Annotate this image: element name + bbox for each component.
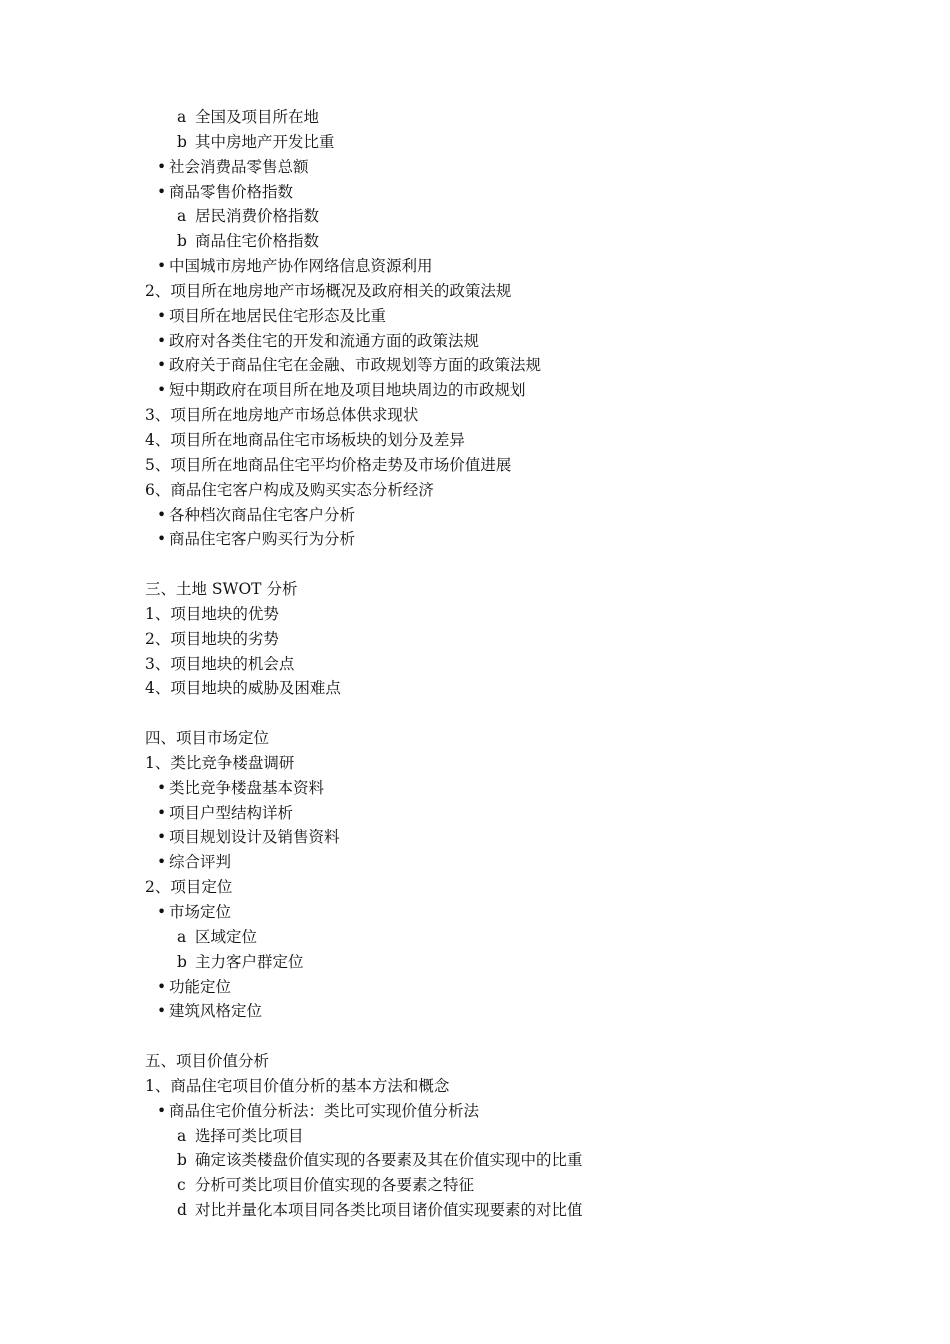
bullet-marker: • — [157, 306, 167, 325]
outline-bullet-item — [145, 155, 905, 180]
item-text: 建筑风格定位 — [169, 1002, 263, 1021]
bullet-marker: • — [157, 182, 167, 201]
outline-bullet-item — [145, 850, 905, 875]
item-text: 其中房地产开发比重 — [195, 132, 335, 151]
item-text: 对比并量化本项目同各类比项目诸价值实现要素的对比值 — [195, 1201, 583, 1220]
item-text: 选择可类比项目 — [195, 1126, 304, 1145]
item-text: 商品住宅价值分析法：类比可实现价值分析法 — [169, 1101, 480, 1120]
item-text: 政府对各类住宅的开发和流通方面的政策法规 — [169, 331, 480, 350]
outline-bullet-item — [145, 353, 905, 378]
bullet-marker: • — [157, 381, 167, 400]
item-text: 商品零售价格指数 — [169, 182, 294, 201]
bullet-marker: • — [157, 157, 167, 176]
outline-heading — [145, 875, 905, 900]
item-letter: b — [177, 1151, 187, 1170]
outline-heading — [145, 478, 905, 503]
item-text: 商品住宅价格指数 — [195, 232, 320, 251]
item-letter: a — [177, 108, 187, 126]
item-text: 四、项目市场定位 — [145, 729, 270, 748]
item-text: 2、项目所在地房地产市场概况及政府相关的政策法规 — [145, 281, 512, 300]
item-text: 5、项目所在地商品住宅平均价格走势及市场价值进展 — [145, 455, 512, 474]
item-text: 2、项目定位 — [145, 878, 233, 897]
outline-heading — [145, 403, 905, 428]
outline-heading — [145, 602, 905, 627]
outline-sub-item — [145, 204, 905, 229]
outline-bullet-item — [145, 1099, 905, 1124]
item-letter: a — [177, 927, 187, 946]
bullet-marker: • — [157, 1101, 167, 1120]
outline-bullet-item — [145, 776, 905, 801]
outline-bullet-item — [145, 254, 905, 279]
item-text: 项目户型结构详析 — [169, 803, 294, 822]
bullet-marker: • — [157, 853, 167, 872]
item-text: 3、项目地块的机会点 — [145, 654, 295, 673]
outline-heading — [145, 627, 905, 652]
item-text: 1、项目地块的优势 — [145, 604, 279, 623]
item-letter: b — [177, 132, 187, 151]
outline-heading — [145, 1074, 905, 1099]
outline-heading — [145, 428, 905, 453]
bullet-marker: • — [157, 331, 167, 350]
outline-bullet-item — [145, 304, 905, 329]
outline-bullet-item — [145, 329, 905, 354]
outline-heading — [145, 751, 905, 776]
item-text: 全国及项目所在地 — [195, 108, 320, 126]
bullet-marker: • — [157, 977, 167, 996]
outline-sub-item — [145, 1198, 905, 1223]
item-text: 五、项目价值分析 — [145, 1052, 270, 1071]
outline-bullet-item — [145, 900, 905, 925]
outline-heading — [145, 279, 905, 304]
bullet-marker: • — [157, 530, 167, 549]
item-text: 4、项目地块的威胁及困难点 — [145, 679, 341, 698]
outline-bullet-item — [145, 378, 905, 403]
outline-sub-item — [145, 1148, 905, 1173]
outline-sub-item — [145, 925, 905, 950]
outline-heading — [145, 676, 905, 701]
blank-line — [145, 1024, 905, 1049]
blank-line — [145, 701, 905, 726]
outline-bullet-item — [145, 999, 905, 1024]
outline-bullet-item — [145, 801, 905, 826]
item-text: 社会消费品零售总额 — [169, 157, 309, 176]
bullet-marker: • — [157, 505, 167, 524]
item-text: 各种档次商品住宅客户分析 — [169, 505, 356, 524]
outline-content — [145, 105, 905, 1223]
outline-bullet-item — [145, 180, 905, 205]
item-text: 项目所在地居民住宅形态及比重 — [169, 306, 387, 325]
item-text: 市场定位 — [169, 903, 232, 921]
item-text: 3、项目所在地房地产市场总体供求现状 — [145, 406, 419, 425]
bullet-marker: • — [157, 1002, 167, 1021]
item-text: 三、土地 SWOT 分析 — [145, 580, 298, 599]
item-text: 项目规划设计及销售资料 — [169, 828, 340, 847]
bullet-marker: • — [157, 356, 167, 375]
outline-sub-item — [145, 130, 905, 155]
outline-sub-item — [145, 105, 905, 130]
outline-sub-item — [145, 950, 905, 975]
outline-sub-item — [145, 229, 905, 254]
blank-line — [145, 552, 905, 577]
item-letter: a — [177, 207, 187, 226]
item-text: 政府关于商品住宅在金融、市政规划等方面的政策法规 — [169, 356, 542, 375]
item-text: 1、商品住宅项目价值分析的基本方法和概念 — [145, 1076, 450, 1095]
outline-bullet-item — [145, 975, 905, 1000]
item-text: 4、项目所在地商品住宅市场板块的划分及差异 — [145, 430, 465, 449]
bullet-marker: • — [157, 903, 167, 921]
bullet-marker: • — [157, 778, 167, 797]
outline-heading — [145, 1049, 905, 1074]
item-letter: a — [177, 1126, 187, 1145]
bullet-marker: • — [157, 828, 167, 847]
item-text: 类比竞争楼盘基本资料 — [169, 778, 325, 797]
item-letter: b — [177, 232, 187, 251]
item-text: 6、商品住宅客户构成及购买实态分析经济 — [145, 480, 434, 499]
outline-heading — [145, 577, 905, 602]
outline-heading — [145, 652, 905, 677]
item-text: 商品住宅客户购买行为分析 — [169, 530, 356, 549]
item-text: 区域定位 — [195, 927, 258, 946]
outline-bullet-item — [145, 503, 905, 528]
outline-sub-item — [145, 1173, 905, 1198]
outline-bullet-item — [145, 527, 905, 552]
item-text: 中国城市房地产协作网络信息资源利用 — [169, 257, 433, 276]
item-letter: d — [177, 1201, 187, 1220]
item-text: 1、类比竞争楼盘调研 — [145, 753, 295, 772]
outline-heading — [145, 726, 905, 751]
item-text: 2、项目地块的劣势 — [145, 629, 279, 648]
outline-sub-item — [145, 1124, 905, 1149]
item-letter: c — [177, 1176, 186, 1195]
bullet-marker: • — [157, 257, 167, 276]
outline-bullet-item — [145, 825, 905, 850]
item-text: 综合评判 — [169, 853, 232, 872]
bullet-marker: • — [157, 803, 167, 822]
item-text: 分析可类比项目价值实现的各要素之特征 — [195, 1176, 475, 1195]
item-text: 功能定位 — [169, 977, 232, 996]
item-text: 主力客户群定位 — [195, 952, 304, 971]
item-text: 居民消费价格指数 — [195, 207, 320, 226]
item-letter: b — [177, 952, 187, 971]
outline-heading — [145, 453, 905, 478]
item-text: 确定该类楼盘价值实现的各要素及其在价值实现中的比重 — [195, 1151, 583, 1170]
item-text: 短中期政府在项目所在地及项目地块周边的市政规划 — [169, 381, 526, 400]
